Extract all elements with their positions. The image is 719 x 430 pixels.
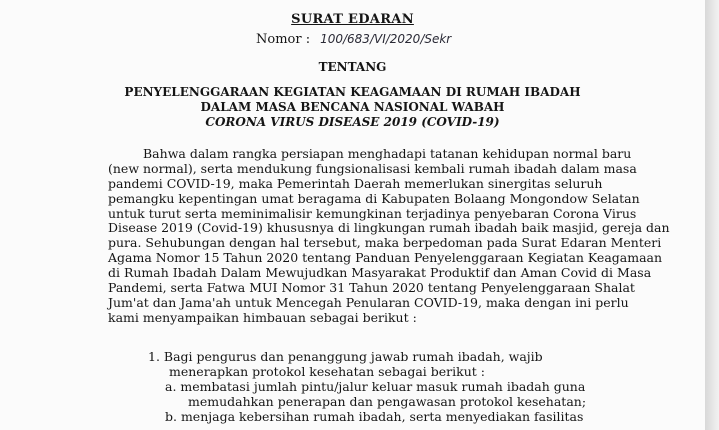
- nomor-value: 100/683/VI/2020/Sekr: [320, 32, 452, 46]
- subject-line-1: PENYELENGGARAAN KEGIATAN KEAGAMAAN DI RUMAH IBADAH: [124, 85, 581, 99]
- document-number: [256, 32, 451, 47]
- sub-item-b: b. menjaga kebersihan rumah ibadah, serta menyediakan fasilitas: [165, 408, 584, 424]
- paragraph-line: pemangku kepentingan umat beragama di Kabupaten Bolaang Mongondow Selatan: [108, 190, 640, 206]
- document-title: SURAT EDARAN: [291, 12, 414, 27]
- paragraph-line: Agama Nomor 15 Tahun 2020 tentang Panduan Penyelenggaraan Kegiatan Keagamaan: [108, 250, 663, 266]
- page-edge-shadow: [705, 0, 719, 430]
- list-item-1: 1. Bagi pengurus dan penanggung jawab rumah ibadah, wajib: [148, 349, 543, 364]
- subject-line-3: CORONA VIRUS DISEASE 2019 (COVID-19): [205, 115, 500, 129]
- body-paragraph: [108, 147, 690, 326]
- paragraph-line: Jum'at dan Jama'ah untuk Mencegah Penularan COVID-19, maka dengan ini perlu: [108, 294, 629, 310]
- paragraph-line: pandemi COVID-19, maka Pemerintah Daerah memerlukan sinergitas seluruh: [108, 175, 603, 191]
- subject-line-2: DALAM MASA BENCANA NASIONAL WABAH: [200, 100, 505, 114]
- paragraph-line: pura. Sehubungan dengan hal tersebut, maka berpedoman pada Surat Edaran Menteri: [108, 235, 662, 251]
- paragraph-line: Pandemi, serta Fatwa MUI Nomor 31 Tahun 2020 tentang Penyelenggaraan Shalat: [108, 280, 635, 296]
- paragraph-line: kami menyampaikan himbauan sebagai berikut :: [108, 309, 417, 325]
- sub-item-a: a. membatasi jumlah pintu/jalur keluar masuk rumah ibadah guna: [165, 378, 586, 394]
- nomor-label: Nomor :: [256, 32, 311, 47]
- paragraph-line: (new normal), serta mendukung fungsionalisasi kembali rumah ibadah dalam masa: [108, 160, 637, 176]
- paragraph-line: di Rumah Ibadah Dalam Mewujudkan Masyarakat Produktif dan Aman Covid di Masa: [108, 265, 652, 281]
- paragraph-line: Bahwa dalam rangka persiapan menghadapi tatanan kehidupan normal baru: [143, 146, 632, 161]
- instruction-list: [108, 350, 690, 424]
- paragraph-line: Disease 2019 (Covid-19) khususnya di lingkungan rumah ibadah baik masjid, gereja dan: [108, 220, 670, 236]
- paragraph-line: untuk turut serta meminimalisir kemungkinan terjadinya penyebaran Corona Virus: [108, 205, 637, 221]
- sub-item-a-continued: memudahkan penerapan dan pengawasan protokol kesehatan;: [188, 393, 587, 409]
- list-item-1-continued: menerapkan protokol kesehatan sebagai berikut :: [169, 363, 485, 379]
- tentang-heading: TENTANG: [318, 60, 387, 74]
